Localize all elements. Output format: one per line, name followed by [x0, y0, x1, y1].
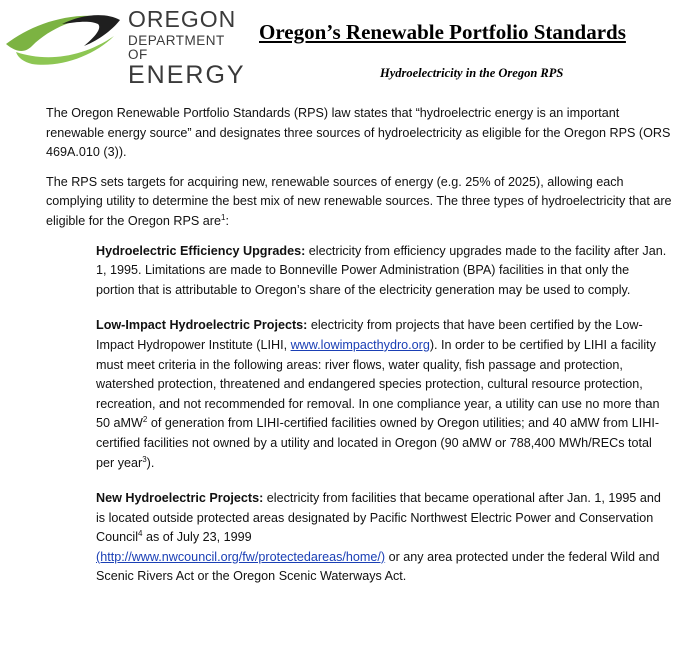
- footnote-ref-3: 3: [142, 454, 147, 464]
- item-text-c: of generation from LIHI-certified facilities owned by Oregon utilities; and 40 aMW from LIHI-certified facilities not owned by a utility and located in Oregon (90 aMW or 788,400 MWh/RECs total per year: [96, 416, 660, 470]
- intro-paragraph-2-end: :: [225, 213, 229, 228]
- item-text-a: electricity from projects that have been certified by the Low-Impact Hydropower Institute (LIHI,: [96, 318, 643, 352]
- intro-paragraph-2: [46, 173, 678, 232]
- lihi-website-link[interactable]: www.lowimpacthydro.org: [290, 337, 430, 352]
- item-text-b: as of July 23, 1999: [142, 530, 252, 545]
- document-body: [46, 104, 678, 603]
- nwcouncil-link[interactable]: (http://www.nwcouncil.org/fw/protectedareas/home/): [96, 549, 386, 564]
- logo-wordmark: [128, 8, 246, 88]
- item-text-c: or any area protected under the federal Wild and Scenic Rivers Act or the Oregon Scenic Waterways Act.: [96, 549, 660, 584]
- document-title: Oregon’s Renewable Portfolio Standards: [259, 20, 626, 44]
- oregon-department-of-energy-logo: [2, 6, 246, 89]
- list-item-new-projects: [96, 489, 670, 587]
- document-header: [0, 0, 688, 96]
- item-heading: New Hydroelectric Projects:: [96, 491, 264, 506]
- item-text-b: ). In order to be certified by LIHI a facility must meet criteria in the following areas: river flows, water quality, fish passage and protection, watershed protection, threatened and endangered species protection, cultural resource protection, recreation, and not recommended for removal. In one compliance year, a utility can use no more than 50 aMW: [96, 337, 660, 431]
- logo-line-department: DEPARTMENT OF: [128, 33, 225, 62]
- logo-line-energy: ENERGY: [128, 61, 246, 89]
- oregon-energy-swoosh-logo-icon: [2, 6, 126, 72]
- footnote-ref-2: 2: [142, 415, 148, 425]
- item-text-a: electricity from facilities that became operational after Jan. 1, 1995 and is located outside protected areas designated by Pacific Northwest Electric Power and Conservation Council: [96, 491, 661, 545]
- list-item-efficiency-upgrades: [96, 242, 670, 301]
- footnote-ref-1: 1: [221, 212, 226, 222]
- item-heading: Low-Impact Hydroelectric Projects:: [96, 318, 308, 333]
- item-text: electricity from efficiency upgrades made to the facility after Jan. 1, 1995. Limitations are made to Bonneville Power Administration (BPA) facilities in that only the portion that is attributable to Oregon’s share of the electricity generation may be used to comply.: [96, 243, 667, 297]
- logo-line-oregon: OREGON: [128, 6, 237, 32]
- item-text-d: ).: [146, 455, 155, 470]
- footnote-ref-4: 4: [138, 529, 143, 539]
- intro-paragraph-2-text: The RPS sets targets for acquiring new, renewable sources of energy (e.g. 25% of 2025), allowing each complying utility to determine the best mix of new renewable sources. The three types of hydroelectricity that are eligible for the Oregon RPS are: [46, 174, 672, 228]
- document-subtitle: Hydroelectricity in the Oregon RPS: [380, 66, 564, 80]
- intro-paragraph-1: The Oregon Renewable Portfolio Standards (RPS) law states that “hydroelectric energy is an important renewable energy source” and designates three sources of hydroelectricity as eligible for the Oregon RPS (ORS 469A.010 (3)).: [46, 106, 671, 160]
- item-heading: Hydroelectric Efficiency Upgrades:: [96, 243, 306, 258]
- list-item-low-impact-projects: [96, 316, 670, 473]
